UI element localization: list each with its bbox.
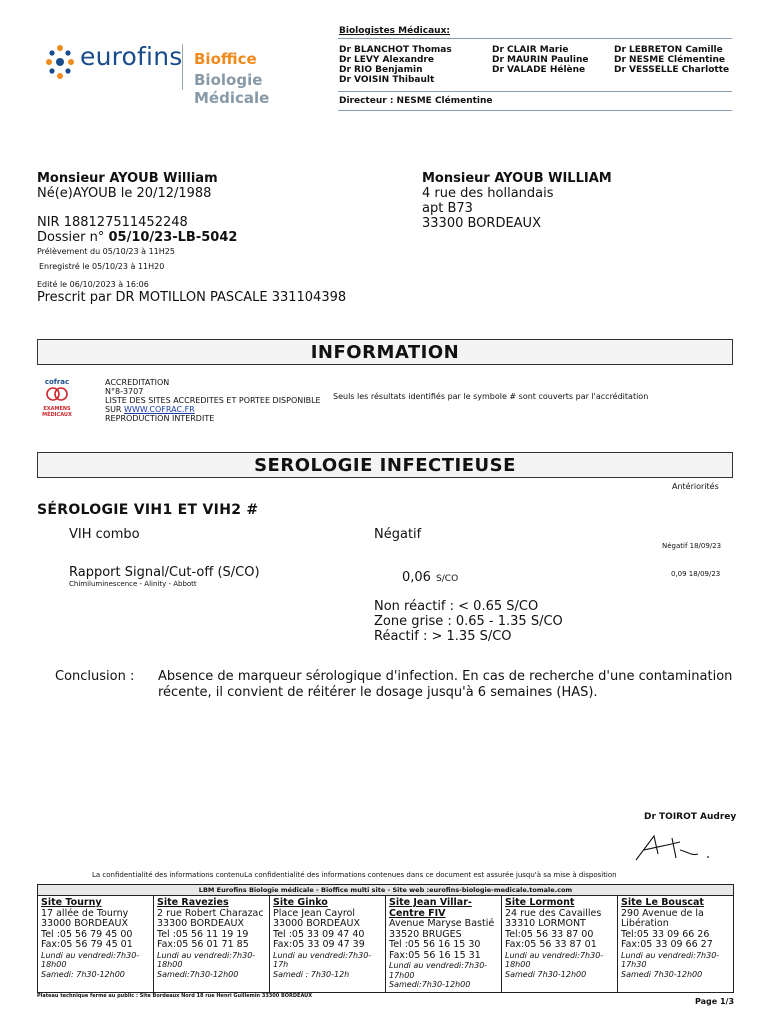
site-ravezies — [154, 896, 270, 992]
lbm-header: LBM Eurofins Biologie médicale - Bioffice multi site - Site web :eurofins-biologie-medicale.tomale.com — [37, 884, 734, 895]
edited-date: Edité le 06/10/2023 à 16:06 — [37, 280, 149, 289]
biologists-col-2 — [492, 45, 588, 75]
site-hours: Samedi : 7h30-12h — [273, 969, 350, 979]
reference-range: Non réactif : < 0.65 S/CO — [374, 599, 539, 614]
accreditation-line: ACCREDITATION — [105, 378, 170, 387]
site-hours: 18h00 — [505, 960, 531, 969]
biologist: Dr LEBRETON Camille — [614, 45, 723, 55]
patient-born: Né(e)AYOUB le 20/12/1988 — [37, 186, 212, 201]
site-hours: Samedi 7h30-12h00 — [505, 969, 587, 979]
header-rule-mid — [338, 91, 732, 92]
vih-combo-value: Négatif — [374, 527, 422, 542]
site-tourny — [38, 896, 154, 992]
cofrac-mark-icon — [42, 386, 72, 402]
site-title: Site Tourny — [41, 897, 102, 908]
accreditation-line: N°8-3707 — [105, 387, 144, 396]
site-hours: Lundi au vendredi:7h30- — [389, 961, 488, 970]
ratio-method: Chimiluminescence - Alinity - Abbott — [69, 580, 197, 588]
accreditation-link-line — [105, 405, 321, 414]
header-rule-bottom — [338, 110, 732, 111]
site-line: 17 allée de Tourny — [41, 907, 129, 919]
site-ginko — [270, 896, 386, 992]
site-hours: Samedi 7h30-12h00 — [621, 969, 703, 979]
site-line: 33000 BORDEAUX — [41, 918, 128, 929]
vih-combo-label: VIH combo — [69, 527, 140, 542]
reference-ranges — [374, 599, 563, 644]
ratio-unit: S/CO — [436, 574, 459, 584]
address-line-1: 4 rue des hollandais — [422, 186, 554, 201]
site-hours: Samedi:7h30-12h00 — [389, 980, 471, 989]
site-line: Tel:05 56 33 87 00 — [505, 928, 594, 940]
logo-divider — [182, 44, 183, 90]
vih-combo-previous: Négatif 18/09/23 — [662, 542, 722, 550]
registered-date: Enregistré le 05/10/23 à 11H20 — [39, 262, 165, 271]
biologist: Dr CLAIR Marie — [492, 45, 569, 55]
ratio-value: 0,06 — [402, 570, 431, 585]
biologist: Dr NESME Clémentine — [614, 55, 726, 65]
site-line: Tel :05 56 79 45 00 — [41, 928, 133, 940]
conclusion-line: récente, il convient de réitérer le dosage jusqu'à 6 semaines (HAS). — [158, 685, 598, 700]
sample-date: Prélèvement du 05/10/23 à 11H25 — [37, 247, 175, 256]
conclusion-label: Conclusion : — [55, 669, 135, 684]
signature-icon — [632, 830, 732, 864]
site-hours: Lundi au vendredi:7h30- — [41, 950, 140, 960]
accreditation-line: LISTE DES SITES ACCREDITES ET PORTEE DISPONIBLE — [105, 396, 321, 405]
cofrac-logo — [42, 378, 72, 422]
ratio-result — [402, 566, 458, 585]
accreditation-sur: SUR — [105, 405, 125, 414]
logo-brand: eurofins — [80, 42, 183, 71]
anteriorites-label: Antériorités — [672, 482, 719, 491]
site-line: Fax:05 56 01 71 85 — [157, 939, 249, 950]
site-line: Tel:05 33 09 66 26 — [621, 928, 710, 940]
site-line: 290 Avenue de la Libération — [621, 907, 704, 929]
site-hours: Lundi au vendredi:7h30- — [505, 950, 604, 960]
site-title: Site Jean Villar-Centre FIV — [389, 897, 472, 919]
accreditation-line: REPRODUCTION INTERDITE — [105, 414, 215, 423]
header-rule-top — [338, 38, 732, 39]
address-line-2: apt B73 — [422, 201, 473, 216]
reference-range: Zone grise : 0.65 - 1.35 S/CO — [374, 614, 563, 629]
cofrac-logo-sub — [42, 406, 72, 418]
dossier-number — [37, 230, 237, 245]
ratio-previous: 0,09 18/09/23 — [671, 570, 721, 578]
biologist: Dr LEVY Alexandre — [339, 55, 434, 65]
address-name: Monsieur AYOUB WILLIAM — [422, 171, 612, 186]
dossier-value: 05/10/23-LB-5042 — [108, 230, 238, 245]
site-lormont — [502, 896, 618, 992]
site-line: Fax:05 33 09 66 27 — [621, 939, 713, 950]
site-hours: 17h30 — [621, 960, 647, 969]
site-line: 33310 LORMONT — [505, 918, 586, 929]
logo-biologie: Biologie Médicale — [194, 71, 270, 107]
site-jean-villar — [386, 896, 502, 992]
biologist: Dr MAURIN Pauline — [492, 55, 589, 65]
site-line: Tel :05 56 16 15 30 — [389, 939, 481, 950]
accreditation-note: Seuls les résultats identifiés par le symbole # sont couverts par l'accréditation — [333, 392, 649, 401]
prescriber: Prescrit par DR MOTILLON PASCALE 331104398 — [37, 290, 347, 305]
sites-table — [37, 895, 734, 993]
site-line: 2 rue Robert Charazac — [157, 907, 264, 919]
conclusion-line: Absence de marqueur sérologique d'infection. En cas de recherche d'une contamination — [158, 669, 733, 684]
biologist: Dr VOISIN Thibault — [339, 75, 435, 85]
biologist: Dr BLANCHOT Thomas — [339, 45, 452, 55]
page-number: Page 1/3 — [695, 997, 735, 1006]
reference-range: Réactif : > 1.35 S/CO — [374, 629, 512, 644]
biologist: Dr VALADE Hélène — [492, 65, 586, 75]
site-line: 33000 BORDEAUX — [273, 918, 360, 929]
biologists-col-3 — [614, 45, 729, 75]
site-hours: 17h00 — [389, 970, 415, 980]
confidentiality-note: La confidentialité des informations contenuLa confidentialité des informations contenues dans ce document est assurée jusqu'à sa mise à disposition — [92, 871, 617, 879]
site-hours: Lundi au vendredi:7h30- — [157, 950, 256, 960]
site-line: Place Jean Cayrol — [273, 907, 356, 919]
site-hours: Lundi au vendredi:7h30- — [273, 950, 372, 960]
site-hours: 18h00 — [41, 960, 67, 969]
site-title: Site Ravezies — [157, 897, 229, 908]
biologist: Dr RIO Benjamin — [339, 65, 423, 75]
biologists-col-1 — [339, 45, 452, 85]
site-line: Tel :05 56 11 19 19 — [157, 928, 249, 940]
biologists-title: Biologistes Médicaux: — [339, 26, 450, 36]
address-line-3: 33300 BORDEAUX — [422, 216, 541, 231]
accreditation-info — [105, 378, 321, 423]
site-line: Fax:05 33 09 47 39 — [273, 939, 365, 950]
cofrac-logo-line: MÉDICAUX — [42, 412, 72, 418]
site-line: Fax:05 56 16 15 31 — [389, 949, 481, 961]
site-title: Site Ginko — [273, 897, 328, 908]
director: Directeur : NESME Clémentine — [339, 96, 493, 106]
information-banner: INFORMATION — [37, 339, 733, 365]
serology-title: SÉROLOGIE VIH1 ET VIH2 # — [37, 502, 259, 518]
cofrac-link[interactable]: WWW.COFRAC.FR — [124, 405, 195, 414]
site-hours: 17h — [273, 960, 289, 969]
dossier-prefix: Dossier n° — [37, 230, 105, 245]
cofrac-logo-text: cofrac — [44, 378, 70, 386]
site-line: Avenue Maryse Bastié — [389, 918, 495, 929]
conclusion-text — [158, 669, 733, 701]
logo-bioffice: Bioffice — [194, 50, 257, 68]
site-hours: Lundi au vendredi:7h30- — [621, 950, 720, 960]
patient-nir: NIR 188127511452248 — [37, 215, 188, 230]
site-line: 33520 BRUGES — [389, 928, 462, 940]
signatory-name: Dr TOIROT Audrey — [644, 812, 737, 822]
serology-banner: SEROLOGIE INFECTIEUSE — [37, 452, 733, 478]
cofrac-logo-line: EXAMENS — [43, 406, 71, 412]
eurofins-dots-icon — [44, 42, 76, 82]
patient-name: Monsieur AYOUB William — [37, 171, 218, 186]
site-line: Tel :05 33 09 47 40 — [273, 928, 365, 940]
site-hours: Samedi:7h30-12h00 — [157, 969, 239, 979]
lab-logo — [36, 38, 336, 107]
site-line: 24 rue des Cavailles — [505, 907, 602, 919]
site-line: Fax:05 56 33 87 01 — [505, 939, 597, 950]
ratio-label: Rapport Signal/Cut-off (S/CO) — [69, 565, 260, 580]
site-line: 33300 BORDEAUX — [157, 918, 244, 929]
site-title: Site Le Bouscat — [621, 897, 704, 908]
biologist: Dr VESSELLE Charlotte — [614, 65, 730, 75]
site-hours: Samedi: 7h30-12h00 — [41, 969, 125, 979]
site-le-bouscat — [618, 896, 733, 992]
site-line: Fax:05 56 79 45 01 — [41, 939, 133, 950]
plateau-note: Plateau technique fermé au public : Site Bordeaux Nord 18 rue Henri Guillemin 33300 BORDEAUX — [37, 993, 313, 999]
site-title: Site Lormont — [505, 897, 575, 908]
site-hours: 18h00 — [157, 960, 183, 969]
